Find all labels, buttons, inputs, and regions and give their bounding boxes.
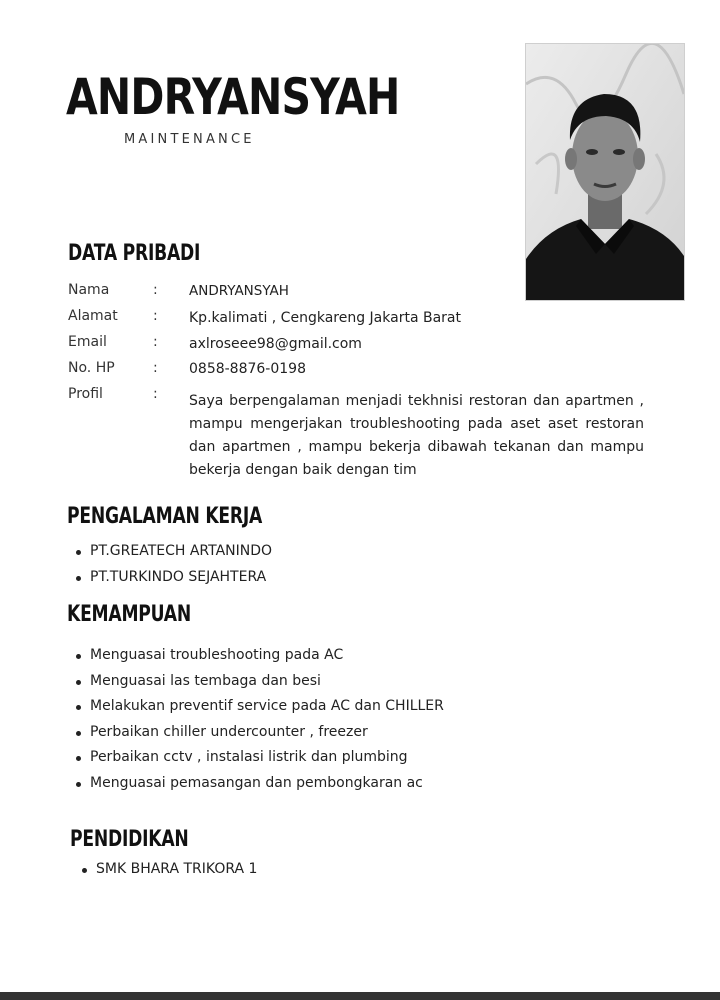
list-item: Melakukan preventif service pada AC dan CHILLER	[76, 694, 444, 720]
colon-email: :	[153, 334, 158, 350]
list-item: SMK BHARA TRIKORA 1	[82, 857, 257, 883]
profile-photo	[525, 43, 685, 301]
section-title-data-pribadi: DATA PRIBADI	[68, 241, 201, 266]
list-item: Menguasai troubleshooting pada AC	[76, 643, 444, 669]
section-title-pengalaman-kerja: PENGALAMAN KERJA	[67, 504, 263, 529]
list-item: Perbaikan cctv , instalasi listrik dan plumbing	[76, 745, 444, 771]
profile-text: Saya berpengalaman menjadi tekhnisi restoran dan apartmen , mampu mengerjakan troubleshooting pada aset aset restoran dan apartmen , mampu bekerja dibawah tekanan dan mampu bekerja dengan baik dengan tim	[189, 393, 644, 478]
colon-no-hp: :	[153, 360, 158, 376]
label-profil: Profil	[68, 386, 103, 402]
label-nama: Nama	[68, 282, 110, 298]
colon-alamat: :	[153, 308, 158, 324]
value-email: axlroseee98@gmail.com	[189, 336, 362, 352]
list-item: Perbaikan chiller undercounter , freezer	[76, 720, 444, 746]
section-title-pendidikan: PENDIDIKAN	[70, 827, 189, 852]
list-item: PT.GREATECH ARTANINDO	[76, 539, 272, 565]
kemampuan-list	[76, 643, 444, 797]
value-alamat: Kp.kalimati , Cengkareng Jakarta Barat	[189, 310, 461, 326]
list-item: PT.TURKINDO SEJAHTERA	[76, 565, 272, 591]
job-role: MAINTENANCE	[124, 132, 255, 147]
pendidikan-list	[82, 857, 257, 883]
colon-profil: :	[153, 386, 158, 402]
label-alamat: Alamat	[68, 308, 118, 324]
label-email: Email	[68, 334, 107, 350]
list-item: Menguasai pemasangan dan pembongkaran ac	[76, 771, 444, 797]
footer-bar	[0, 992, 720, 1000]
pengalaman-list	[76, 539, 272, 590]
list-item: Menguasai las tembaga dan besi	[76, 669, 444, 695]
colon-nama: :	[153, 282, 158, 298]
candidate-name: ANDRYANSYAH	[66, 68, 400, 126]
value-no-hp: 0858-8876-0198	[189, 361, 306, 377]
section-title-kemampuan: KEMAMPUAN	[67, 602, 191, 627]
label-no-hp: No. HP	[68, 360, 115, 376]
value-nama: ANDRYANSYAH	[189, 283, 289, 299]
